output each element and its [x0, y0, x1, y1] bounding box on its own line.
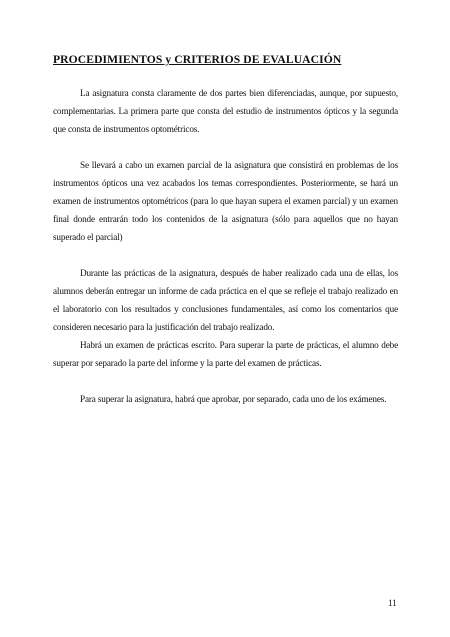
page-number: 11: [388, 598, 397, 608]
body-text: [53, 84, 398, 408]
paragraph-passing-requirement: Para superar la asignatura, habrá que aprobar, por separado, cada uno de los exámenes.: [80, 394, 387, 404]
paragraph-exams: Se llevará a cabo un examen parcial de la asignatura que consistirá en problemas de los instrumentos ópticos una vez acabados los temas correspondientes. Posteriormente, se hará un examen de instrumentos optométricos (para lo que hayan supera el examen parcial) y un examen final donde entrarán todo los contenidos de la asignatura (sólo para aquellos que no hayan superado el parcial): [53, 160, 398, 242]
section-heading: PROCEDIMIENTOS y CRITERIOS DE EVALUACIÓN: [53, 53, 342, 66]
paragraph-lab-reports: Durante las prácticas de la asignatura, después de haber realizado cada una de ellas, los alumnos deberán entregar un informe de cada práctica en el que se refleje el trabajo realizado en el laboratorio con los resultados y conclusiones fundamentales, así como los comentarios que consideren necesario para la justificación del trabajo realizado.: [53, 268, 398, 332]
paragraph-course-structure: La asignatura consta claramente de dos partes bien diferenciadas, aunque, por supuesto, complementarias. La primera parte que consta del estudio de instrumentos ópticos y la segunda que consta de instrumentos optométricos.: [53, 88, 398, 134]
paragraph-practical-exam: Habrá un examen de prácticas escrito. Para superar la parte de prácticas, el alumno debe superar por separado la parte del informe y la parte del examen de prácticas.: [53, 340, 398, 368]
paragraph-gap: [53, 138, 398, 156]
paragraph-gap: [53, 372, 398, 390]
paragraph-gap: [53, 246, 398, 264]
